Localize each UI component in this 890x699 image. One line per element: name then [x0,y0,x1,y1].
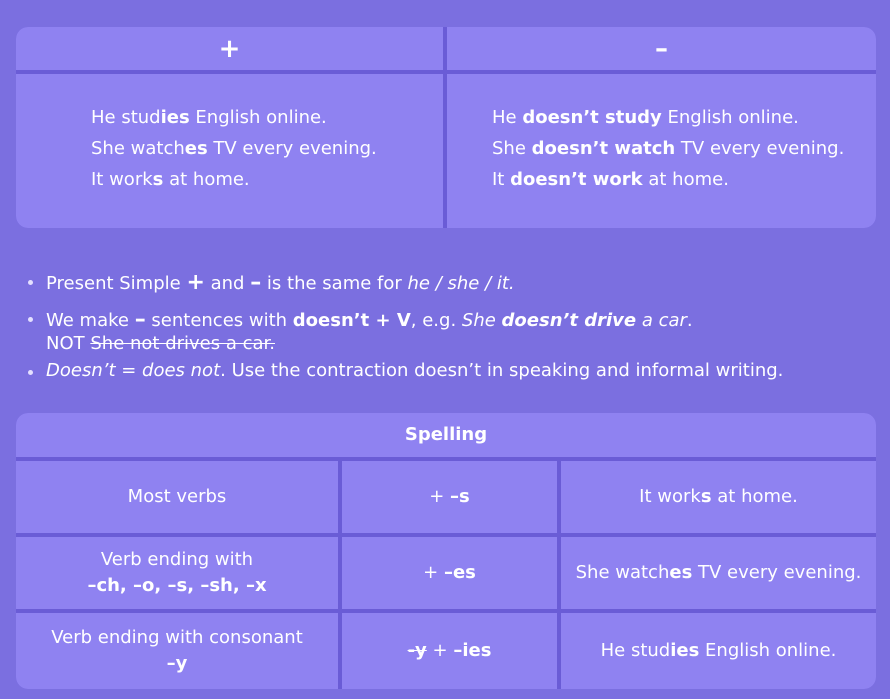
spelling-title: Spelling [16,413,876,457]
spelling-ending: -y + –ies [342,613,557,689]
example-line: He studies English online. [91,107,327,128]
negative-examples [447,74,876,228]
comparison-table [16,27,876,228]
negative-header [447,27,876,70]
spelling-ending: + –es [342,537,557,609]
bullet-icon [28,317,33,322]
example-line: It works at home. [91,169,250,190]
minus-symbol: – [655,33,668,64]
example-line: He doesn’t study English online. [492,107,799,128]
spelling-rule: Verb ending with consonant –y [16,613,338,689]
spelling-rule: Most verbs [16,461,338,533]
example-line: It doesn’t work at home. [492,169,729,190]
spelling-rule: Verb ending with –ch, –o, –s, –sh, –x [16,537,338,609]
spelling-example: She watches TV every evening. [561,537,876,609]
example-line: She doesn’t watch TV every evening. [492,138,845,159]
spelling-example: It works at home. [561,461,876,533]
bullet-icon [28,370,33,375]
positive-examples [16,74,443,228]
example-line: She watches TV every evening. [91,138,377,159]
spelling-table [16,413,876,689]
plus-symbol: + [218,33,241,64]
spelling-example: He studies English online. [561,613,876,689]
positive-header [16,27,443,70]
spelling-ending: + –s [342,461,557,533]
bullet-icon [28,280,33,285]
